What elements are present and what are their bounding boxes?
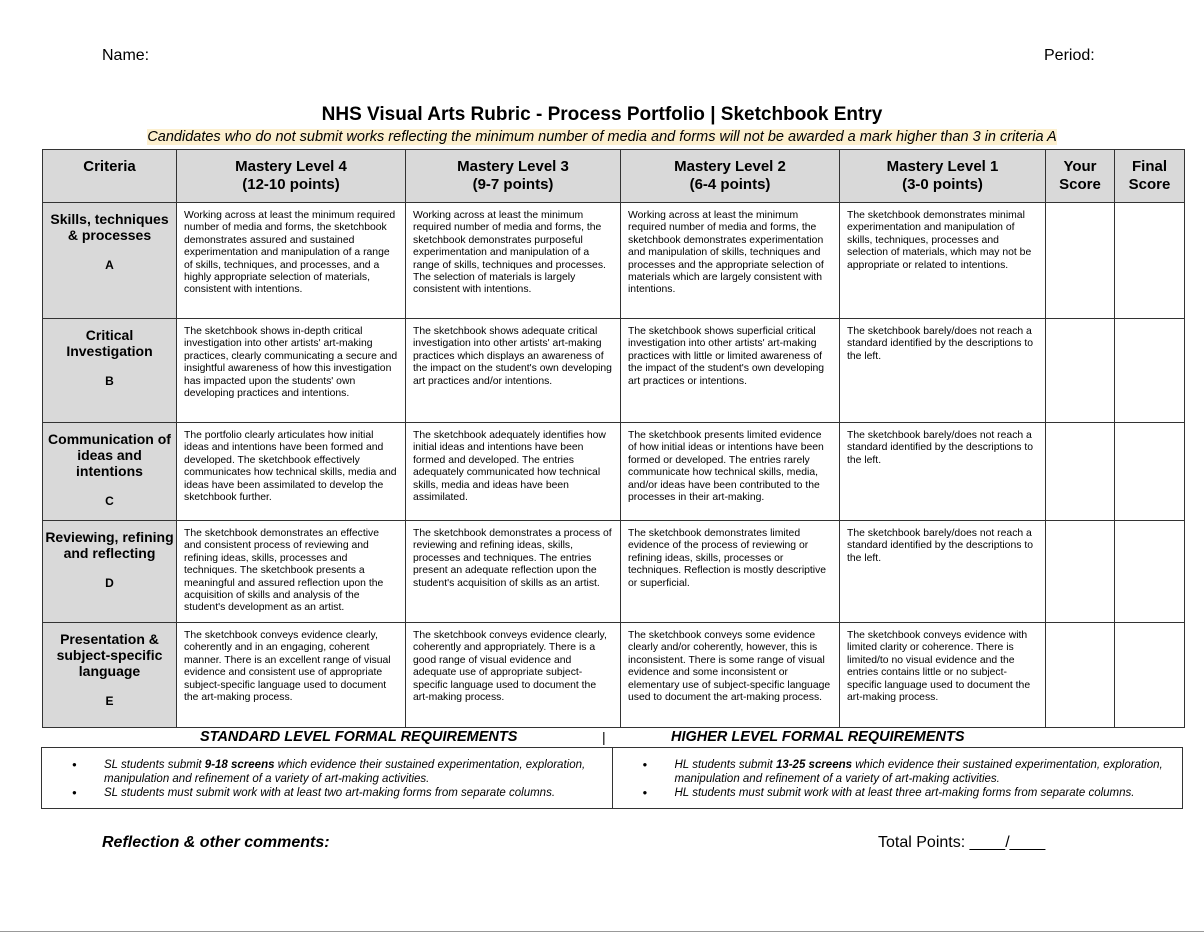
header-line-1: Mastery Level 3 [457,158,569,175]
page-title: NHS Visual Arts Rubric - Process Portfolio | Sketchbook Entry [321,104,883,125]
criterion-letter: C [105,494,114,508]
header-line-1: Mastery Level 1 [886,158,999,175]
header-line-2: Score [1059,176,1101,193]
descriptor-cell: Working across at least the minimum required number of media and forms, the sketchbook demonstrates purposeful experimentation and manipulation of a range of skills, techniques and processes. The selection of materials is largely consistent with intentions. [406,203,621,319]
name-label: Name: [102,47,150,64]
column-header [1115,150,1185,203]
descriptor-cell: The sketchbook presents limited evidence of how initial ideas or intentions have been formed or developed. The entries rarely communicate how technical skills, media, and/or ideas have been contributed to the processes in their art-making. [621,423,840,521]
hl-bullet-2: ● HL students must submit work with at least three art-making forms from separate columns. [643,786,1183,800]
descriptor-cell: Working across at least the minimum required number of media and forms, the sketchbook demonstrates experimentation and manipulation of skills, techniques and processes and the appropriate selection of materials which are largely consistent with intentions. [621,203,840,319]
column-header [177,150,406,203]
final-score-cell[interactable] [1115,423,1185,521]
hl-bullet-1 [643,758,1183,786]
criteria-note-text: Candidates who do not submit works reflecting the minimum number of media and forms will not be awarded a mark higher than 3 in criteria A [147,129,1057,145]
column-header [840,150,1046,203]
criterion-name: Presentation & subject-specific language [56,631,163,679]
header-line-1: Criteria [83,158,136,175]
your-score-cell[interactable] [1046,319,1115,423]
descriptor-cell: The sketchbook barely/does not reach a standard identified by the descriptions to the left. [840,521,1046,623]
descriptor-cell: The sketchbook demonstrates a process of reviewing and refining ideas, skills, processes and techniques. The entries present an adequate reflection upon the student's acquisition of skills as an artist. [406,521,621,623]
descriptor-cell: The sketchbook adequately identifies how initial ideas and intentions have been formed and developed. The entries adequately communicated how technical skills, media and ideas have been assimilated. [406,423,621,521]
hl-screens-count: 13-25 screens [775,759,853,771]
criterion-letter: A [105,258,114,272]
your-score-cell[interactable] [1046,203,1115,319]
criterion-cell [43,623,177,728]
header-line-2: (6-4 points) [689,176,771,193]
column-header [1046,150,1115,203]
criterion-letter: E [105,694,114,708]
column-header [621,150,840,203]
table-row [43,203,1185,319]
table-row [43,423,1185,521]
hl-b1-text-2: which evidence their sustained experimentation, exploration, manipulation and refinement of a variety of art-making activities. [674,759,1163,785]
criterion-cell [43,423,177,521]
descriptor-cell: The sketchbook barely/does not reach a standard identified by the descriptions to the left. [840,423,1046,521]
criteria-note [0,129,1204,145]
header-line-2: (9-7 points) [472,176,554,193]
final-score-cell[interactable] [1115,521,1185,623]
header-line-2: (12-10 points) [242,176,340,193]
descriptor-cell: The sketchbook shows superficial critical investigation into other artists' art-making practices with little or limited awareness of the impact of the student's own developing art practices or intentions. [621,319,840,423]
your-score-cell[interactable] [1046,423,1115,521]
final-score-cell[interactable] [1115,319,1185,423]
sl-requirements [42,748,612,808]
header-line-1: Mastery Level 2 [674,158,786,175]
your-score-cell[interactable] [1046,521,1115,623]
header-line-2: (3-0 points) [902,176,983,193]
header-line-1: Mastery Level 4 [235,158,347,175]
descriptor-cell: The sketchbook demonstrates minimal experimentation and manipulation of skills, techniques, processes and selection of materials, which may not be appropriate or related to intentions. [840,203,1046,319]
descriptor-cell: The sketchbook conveys evidence with limited clarity or coherence. There is limited/to no visual evidence and the entries contains little or no subject-specific language used to document the art-making process. [840,623,1046,728]
criterion-name: Reviewing, refining and reflecting [45,529,174,561]
descriptor-cell: The sketchbook shows in-depth critical investigation into other artists' art-making practices, clearly communicating a secure and insightful awareness of how this investigation has impacted upon the students' own developing practices and intentions. [177,319,406,423]
descriptor-cell: The sketchbook conveys some evidence clearly and/or coherently, however, this is inconsistent. There is some range of visual evidence and some inconsistent or elementary use of subject-specific language used to document the art-making process. [621,623,840,728]
criterion-cell [43,319,177,423]
sl-requirements-heading: STANDARD LEVEL FORMAL REQUIREMENTS [200,729,518,745]
descriptor-cell: The portfolio clearly articulates how initial ideas and intentions have been formed and developed. The sketchbook effectively communicates how technical skills, media and ideas have been assimilated to develop the sketchbook further. [177,423,406,521]
table-row [43,623,1185,728]
descriptor-cell: The sketchbook conveys evidence clearly, coherently and in an engaging, coherent manner. There is an excellent range of visual evidence and consistent use of appropriate subject-specific language used to document the art-making process. [177,623,406,728]
descriptor-cell: The sketchbook conveys evidence clearly, coherently and appropriately. There is a good range of visual evidence and adequate use of appropriate subject-specific language used to document the art-making process. [406,623,621,728]
table-row [43,319,1185,423]
column-header [43,150,177,203]
sl-bullet-2: ● SL students must submit work with at least two art-making forms from separate columns. [72,786,612,800]
period-label: Period: [1044,47,1095,64]
reflection-label: Reflection & other comments: [102,834,330,851]
sl-screens-count: 9-18 screens [204,759,275,771]
descriptor-cell: The sketchbook demonstrates limited evidence of the process of reviewing or refining ideas, skills, processes or techniques. Reflection is mostly descriptive or superficial. [621,521,840,623]
hl-requirements-heading: HIGHER LEVEL FORMAL REQUIREMENTS [671,729,965,745]
sl-bullet-1 [72,758,612,786]
descriptor-cell: Working across at least the minimum required number of media and forms, the sketchbook demonstrates assured and sustained experimentation and manipulation of a range of skills, techniques, and processes, and a highly appropriate selection of materials, consistent with intentions. [177,203,406,319]
criterion-letter: D [105,576,114,590]
criterion-letter: B [105,374,114,388]
final-score-cell[interactable] [1115,203,1185,319]
criterion-name: Skills, techniques & processes [50,211,169,243]
page-divider [0,931,1204,932]
your-score-cell[interactable] [1046,623,1115,728]
sl-b1-text-2: which evidence their sustained experimentation, exploration, manipulation and refinement of a variety of art-making activities. [104,759,586,785]
criterion-cell [43,203,177,319]
column-header [406,150,621,203]
hl-b1-text: HL students submit [674,759,776,771]
heading-separator: | [602,729,606,745]
header-line-1: Final [1131,158,1167,175]
total-points-label: Total Points: ____/____ [878,834,1046,851]
header-line-2: Score [1128,176,1171,193]
header-line-1: Your [1063,158,1097,175]
criterion-name: Communication of ideas and intentions [48,431,171,479]
descriptor-cell: The sketchbook shows adequate critical investigation into other artists' art-making practices which displays an awareness of the impact on the student's own developing art practices and/or intentions. [406,319,621,423]
table-row [43,521,1185,623]
final-score-cell[interactable] [1115,623,1185,728]
sl-b1-text: SL students submit [104,759,205,771]
criterion-name: Critical Investigation [66,327,153,359]
descriptor-cell: The sketchbook barely/does not reach a standard identified by the descriptions to the left. [840,319,1046,423]
descriptor-cell: The sketchbook demonstrates an effective and consistent process of reviewing and refining ideas, skills, processes and techniques. The sketchbook presents a meaningful and assured reflection upon the acquisition of skills and analysis of the student's development as an artist. [177,521,406,623]
criterion-cell [43,521,177,623]
rubric-table [42,149,1185,728]
requirements-box [41,747,1183,809]
hl-requirements [612,748,1183,808]
